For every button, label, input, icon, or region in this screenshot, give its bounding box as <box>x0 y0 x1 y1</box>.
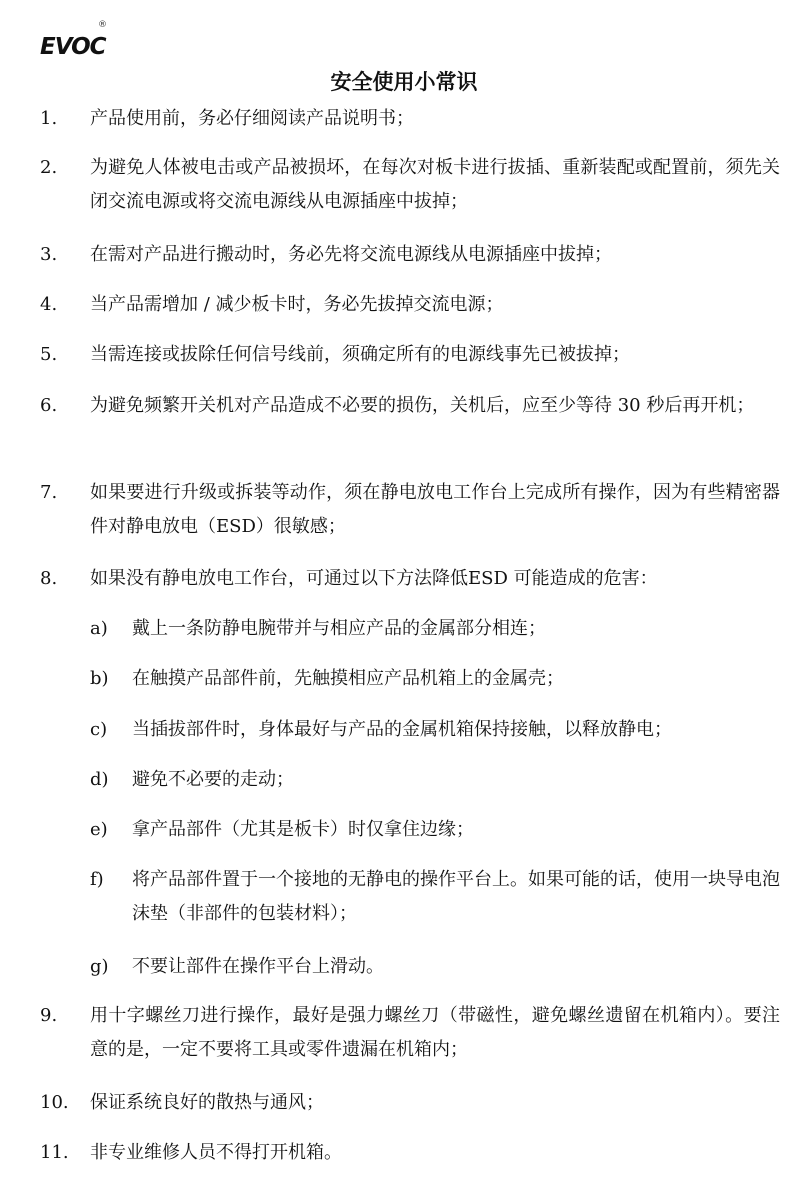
sub-item-letter: g) <box>90 956 109 977</box>
sub-item-text: 戴上一条防静电腕带并与相应产品的金属部分相连； <box>132 618 546 639</box>
item-text: 为避免人体被电击或产品被损坏，在每次对板卡进行拔插、重新装配或配置前，须先关闭交流电源或将交流电源线从电源插座中拔掉； <box>90 157 780 212</box>
sub-item-letter: c) <box>90 719 108 740</box>
sub-item-letter: d) <box>90 769 109 790</box>
item-number: 11. <box>40 1142 69 1163</box>
item-number: 4. <box>40 294 58 315</box>
sub-item-letter: b) <box>90 668 109 689</box>
sub-item-letter: e) <box>90 819 108 840</box>
page-title: 安全使用小常识 <box>330 70 478 94</box>
logo-text: EVOC <box>40 34 106 60</box>
item-number: 2. <box>40 157 58 178</box>
item-number: 9. <box>40 1005 58 1026</box>
item-text: 当需连接或拔除任何信号线前，须确定所有的电源线事先已被拔掉； <box>90 344 630 365</box>
sub-item-text: 在触摸产品部件前，先触摸相应产品机箱上的金属壳； <box>132 668 564 689</box>
item-text: 如果没有静电放电工作台，可通过以下方法降低ESD 可能造成的危害： <box>90 568 658 589</box>
sub-item-text: 不要让部件在操作平台上滑动。 <box>132 956 384 977</box>
item-number: 5. <box>40 344 58 365</box>
sub-item-text: 避免不必要的走动； <box>132 769 294 790</box>
sub-item-text: 拿产品部件（尤其是板卡）时仅拿住边缘； <box>132 819 474 840</box>
item-number: 6. <box>40 395 58 416</box>
evoc-logo <box>40 20 110 64</box>
registered-mark: ® <box>98 20 107 30</box>
item-text: 为避免频繁开关机对产品造成不必要的损伤，关机后，应至少等待 30 秒后再开机； <box>90 395 755 416</box>
item-text: 在需对产品进行搬动时，务必先将交流电源线从电源插座中拔掉； <box>90 244 612 265</box>
item-number: 3. <box>40 244 58 265</box>
item-text: 用十字螺丝刀进行操作，最好是强力螺丝刀（带磁性，避免螺丝遗留在机箱内）。要注意的是，一定不要将工具或零件遗漏在机箱内； <box>90 1005 780 1060</box>
item-number: 10. <box>40 1092 69 1113</box>
item-number: 8. <box>40 568 58 589</box>
item-text: 当产品需增加 / 减少板卡时，务必先拔掉交流电源； <box>90 294 504 315</box>
item-text: 非专业维修人员不得打开机箱。 <box>90 1142 342 1163</box>
item-number: 7. <box>40 482 58 503</box>
sub-item-letter: a) <box>90 618 108 639</box>
item-number: 1. <box>40 108 58 129</box>
sub-item-letter: f) <box>90 869 104 890</box>
sub-item-text: 当插拔部件时，身体最好与产品的金属机箱保持接触，以释放静电； <box>132 719 672 740</box>
item-text: 保证系统良好的散热与通风； <box>90 1092 324 1113</box>
item-text: 产品使用前，务必仔细阅读产品说明书； <box>90 108 414 129</box>
item-text: 如果要进行升级或拆装等动作，须在静电放电工作台上完成所有操作，因为有些精密器件对静电放电（ESD）很敏感； <box>90 482 780 537</box>
sub-item-text: 将产品部件置于一个接地的无静电的操作平台上。如果可能的话，使用一块导电泡沫垫（非部件的包装材料）； <box>132 869 780 924</box>
